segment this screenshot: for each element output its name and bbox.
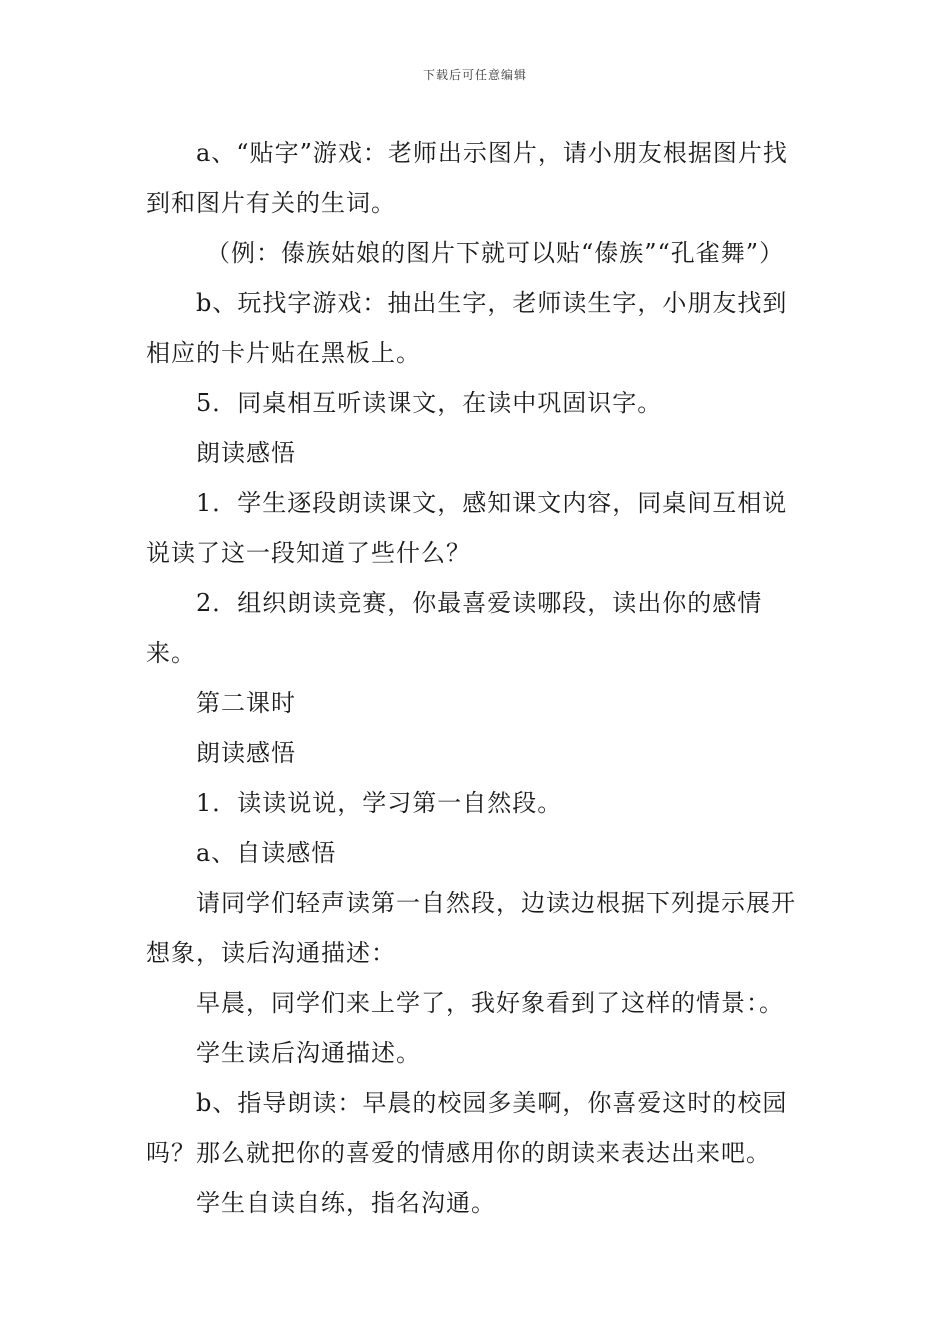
section-heading-second-lesson: 第二课时 (196, 689, 296, 717)
document-body (146, 128, 808, 1228)
paragraph-paste-word-game: a、“贴字”游戏：老师出示图片，请小朋友根据图片找到和图片有关的生词。 (146, 139, 788, 217)
paragraph-morning-scene: 早晨，同学们来上学了，我好象看到了这样的情景：。 (196, 989, 784, 1017)
paragraph-read-softly: 请同学们轻声读第一自然段，边读边根据下列提示展开想象，读后沟通描述： (146, 889, 796, 967)
section-heading-reading-2: 朗读感悟 (196, 739, 296, 767)
paragraph-step-2: 2．组织朗读竞赛，你最喜爱读哪段，读出你的感情来。 (146, 589, 763, 667)
paragraph-self-reading: a、自读感悟 (196, 839, 337, 867)
paragraph-guided-reading: b、指导朗读：早晨的校园多美啊，你喜爱这时的校园吗？那么就把你的喜爱的情感用你的朗读来表达出来吧。 (146, 1089, 788, 1167)
paragraph-step-5: 5．同桌相互听读课文，在读中巩固识字。 (196, 389, 663, 417)
paragraph-read-and-say: 1．读读说说，学习第一自然段。 (196, 789, 563, 817)
paragraph-example: （例：傣族姑娘的图片下就可以贴“傣族”“孔雀舞”） (206, 239, 785, 267)
section-heading-reading: 朗读感悟 (196, 439, 296, 467)
paragraph-students-describe: 学生读后沟通描述。 (196, 1039, 421, 1067)
paragraph-find-word-game: b、玩找字游戏：抽出生字，老师读生字，小朋友找到相应的卡片贴在黑板上。 (146, 289, 788, 367)
paragraph-self-practice: 学生自读自练，指名沟通。 (196, 1189, 496, 1217)
paragraph-step-1: 1．学生逐段朗读课文，感知课文内容，同桌间互相说说读了这一段知道了些什么？ (146, 489, 788, 567)
page-header: 下载后可任意编辑 (422, 68, 527, 82)
